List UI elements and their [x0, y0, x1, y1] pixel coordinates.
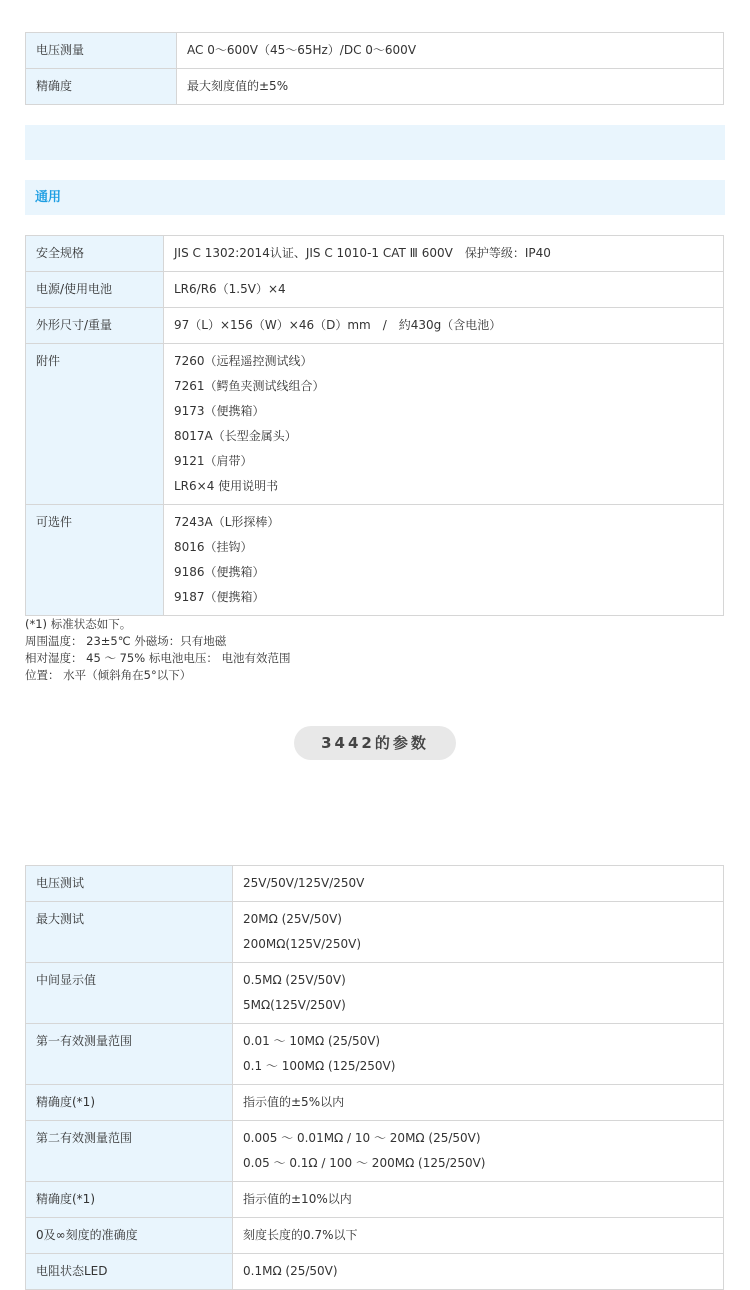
- table-row: [26, 1218, 724, 1254]
- value-line: JIS C 1302:2014认证、JIS C 1010-1 CAT Ⅲ 600V 保护等级：IP40: [174, 246, 551, 260]
- row-value: [164, 308, 724, 344]
- value-line: 9121（肩带）: [174, 454, 253, 468]
- table-row: [26, 308, 724, 344]
- table-row: [26, 1182, 724, 1218]
- value-line: 25V/50V/125V/250V: [243, 876, 365, 890]
- row-label: 0及∞刻度的准确度: [26, 1218, 233, 1254]
- row-label: 第二有效测量范围: [26, 1121, 233, 1182]
- value-line: LR6×4 使用说明书: [174, 479, 279, 493]
- table-row: [26, 1085, 724, 1121]
- value-line: 8016（挂钩）: [174, 540, 253, 554]
- row-value: [177, 69, 724, 105]
- value-line: 20MΩ (25V/50V): [243, 912, 342, 926]
- table-row: [26, 1254, 724, 1290]
- row-label: 电源/使用电池: [26, 272, 164, 308]
- row-label: 可选件: [26, 505, 164, 616]
- row-label: 外形尺寸/重量: [26, 308, 164, 344]
- value-line: 0.1MΩ (25/50V): [243, 1264, 338, 1278]
- value-line: 8017A（长型金属头）: [174, 429, 297, 443]
- row-label: 最大测试: [26, 902, 233, 963]
- row-label: 精确度(*1): [26, 1182, 233, 1218]
- table-row: [26, 902, 724, 963]
- value-line: 5MΩ(125V/250V): [243, 998, 346, 1012]
- section-title-3442: 3442的参数: [294, 726, 456, 760]
- row-label: 中间显示值: [26, 963, 233, 1024]
- row-value: [233, 1254, 724, 1290]
- row-value: [164, 272, 724, 308]
- row-value: [164, 344, 724, 505]
- value-line: 9187（便携箱）: [174, 590, 265, 604]
- note-line: 位置： 水平（倾斜角在5°以下）: [25, 668, 192, 682]
- value-line: 刻度长度的0.7%以下: [243, 1228, 358, 1242]
- row-value: [233, 1121, 724, 1182]
- value-line: LR6/R6（1.5V）×4: [174, 282, 286, 296]
- value-line: 200MΩ(125V/250V): [243, 937, 362, 951]
- value-line: 0.5MΩ (25V/50V): [243, 973, 346, 987]
- empty-section-band: [25, 125, 725, 160]
- value-line: 指示值的±5%以内: [243, 1095, 345, 1109]
- row-value: [233, 1218, 724, 1254]
- table-row: [26, 963, 724, 1024]
- row-label: 第一有效测量范围: [26, 1024, 233, 1085]
- table-row: [26, 272, 724, 308]
- value-line: AC 0～600V（45～65Hz）/DC 0～600V: [187, 43, 417, 57]
- value-line: 0.1 ～ 100MΩ (125/250V): [243, 1059, 396, 1073]
- table-row: [26, 1121, 724, 1182]
- value-line: 97（L）×156（W）×46（D）mm / 約430g（含电池）: [174, 318, 502, 332]
- note-line: 相对湿度： 45 ～ 75% 标电池电压： 电池有效范围: [25, 651, 291, 665]
- value-line: 7243A（L形探棒）: [174, 515, 280, 529]
- table-row: [26, 236, 724, 272]
- row-value: [233, 902, 724, 963]
- row-label: 电阻状态LED: [26, 1254, 233, 1290]
- row-label: 精确度(*1): [26, 1085, 233, 1121]
- value-line: 0.01 ～ 10MΩ (25/50V): [243, 1034, 381, 1048]
- row-label: 精确度: [26, 69, 177, 105]
- value-line: 0.05 ～ 0.1Ω / 100 ～ 200MΩ (125/250V): [243, 1156, 486, 1170]
- table-row: [26, 866, 724, 902]
- row-value: [233, 1085, 724, 1121]
- value-line: 最大刻度值的±5%: [187, 79, 289, 93]
- value-line: 9186（便携箱）: [174, 565, 265, 579]
- row-label: 电压测试: [26, 866, 233, 902]
- row-value: [233, 866, 724, 902]
- row-label: 附件: [26, 344, 164, 505]
- table-row: [26, 344, 724, 505]
- table-row: [26, 69, 724, 105]
- table-row: [26, 1024, 724, 1085]
- row-value: [164, 505, 724, 616]
- value-line: 0.005 ～ 0.01MΩ / 10 ～ 20MΩ (25/50V): [243, 1131, 481, 1145]
- standard-conditions-notes: [25, 616, 290, 684]
- row-value: [233, 1182, 724, 1218]
- note-line: (*1) 标准状态如下。: [25, 617, 132, 631]
- table-row: [26, 505, 724, 616]
- row-value: [164, 236, 724, 272]
- spec-table-3442: [25, 865, 724, 1290]
- row-value: [233, 963, 724, 1024]
- row-label: 安全规格: [26, 236, 164, 272]
- value-line: 7260（远程遥控测试线）: [174, 354, 313, 368]
- value-line: 7261（鳄鱼夹测试线组合）: [174, 379, 325, 393]
- top-spec-table: [25, 32, 724, 105]
- table-row: [26, 33, 724, 69]
- value-line: 9173（便携箱）: [174, 404, 265, 418]
- row-value: [177, 33, 724, 69]
- row-label: 电压测量: [26, 33, 177, 69]
- value-line: 指示值的±10%以内: [243, 1192, 352, 1206]
- general-spec-table: [25, 235, 724, 616]
- general-section-header: 通用: [25, 180, 725, 215]
- note-line: 周围温度： 23±5℃ 外磁场：只有地磁: [25, 634, 227, 648]
- row-value: [233, 1024, 724, 1085]
